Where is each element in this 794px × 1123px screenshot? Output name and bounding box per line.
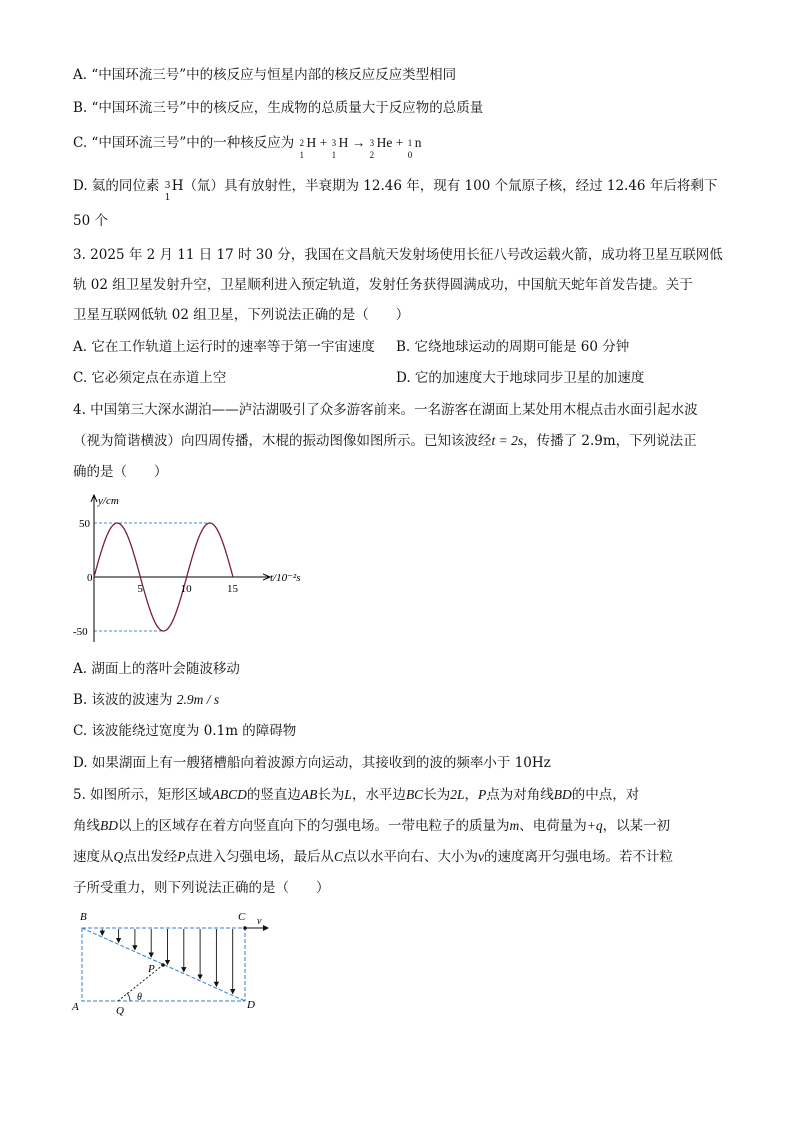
q5-stem-4: 子所受重力，则下列说法正确的是（ ） xyxy=(73,880,330,896)
q5-P: P xyxy=(477,787,487,802)
q5-m: m xyxy=(509,818,520,833)
label-v: v xyxy=(257,916,262,927)
x-tick-label: 5 xyxy=(137,583,143,595)
q4-option-b xyxy=(73,691,219,709)
q4-stem-1: 4. 中国第三大深水湖泊——泸沽湖吸引了众多游客前来。一名游客在湖面上某处用木棍点击水面引起水波 xyxy=(73,402,698,418)
option-b-line: B. “中国环流三号”中的核反应，生成物的总质量大于反应物的总质量 xyxy=(73,100,484,116)
q5-Q: Q xyxy=(113,849,124,864)
q4-time: t = 2s xyxy=(491,433,524,448)
q5-t6: 点为对角线 xyxy=(486,787,554,803)
q5-t5: ， xyxy=(464,787,478,803)
q5-t7: 的中点，对 xyxy=(571,787,640,803)
point-c xyxy=(243,926,247,930)
q5-abcd: ABCD xyxy=(211,787,247,802)
q3-stem-1: 3. 2025 年 2 月 11 日 17 时 30 分，我国在文昌航天发射场使用长征八号改运载火箭，成功将卫星互联网低 xyxy=(73,247,723,263)
q5-t12: 点进入匀强电场，最后从 xyxy=(185,849,334,865)
label-d: D xyxy=(247,999,255,1011)
option-d-line: D. 氦的同位素 3 1 H（氚）具有放射性，半衰期为 12.46 年，现有 100 个氚原子核，经过 12.46 年后将剩下 xyxy=(73,178,718,203)
q5-P2: P xyxy=(177,849,186,864)
option-c-line xyxy=(73,134,422,160)
q4-wave-speed: 2.9m / s xyxy=(176,692,220,707)
q4-stem-2a: （视为简谐横波）向四周传播，木棍的振动图像如图所示。已知该波经 xyxy=(73,433,492,449)
q3-option-b: B. 它绕地球运动的周期可能是 60 分钟 xyxy=(396,339,630,355)
nuclear-reaction-equation: 2 1 H + 3 1 H → 3 2 He + 1 0 n xyxy=(299,135,422,160)
q4-stem-2b: ，传播了 2.9m，下列说法正 xyxy=(523,433,697,449)
q5-bd-2: BD xyxy=(100,818,118,833)
x-axis-label: t/10⁻²s xyxy=(270,572,301,584)
q5-stem-3a: 速度从 xyxy=(73,849,114,865)
q5-stem-1a: 5. 如图所示，矩形区域 xyxy=(73,787,212,803)
label-c: C xyxy=(238,911,246,923)
q5-t14: 的速度离开匀强电场。若不计粒 xyxy=(484,849,674,865)
label-p: P xyxy=(148,963,155,975)
q5-stem-1 xyxy=(73,786,639,804)
vibration-graph xyxy=(70,490,330,645)
q3-stem-3: 卫星互联网低轨 02 组卫星，下列说法正确的是（ ） xyxy=(73,307,410,323)
q3-option-d: D. 它的加速度大于地球同步卫星的加速度 xyxy=(396,370,645,386)
electric-field-diagram xyxy=(68,908,288,1018)
label-theta: θ xyxy=(137,992,142,1003)
label-q: Q xyxy=(116,1005,124,1017)
q5-L: L xyxy=(344,787,352,802)
x-tick-label: 0 xyxy=(87,572,93,584)
point-p xyxy=(161,963,165,967)
y-tick-label: 50 xyxy=(79,518,90,530)
q5-t1: 的竖直边 xyxy=(246,787,301,803)
q5-t10: ，以某一初 xyxy=(602,818,671,834)
q3-option-a: A. 它在工作轨道上运行时的速率等于第一宇宙速度 xyxy=(73,339,375,355)
x-tick-label: 15 xyxy=(227,583,238,595)
q5-t9: 、电荷量为 xyxy=(519,818,587,834)
q5-ab: AB xyxy=(300,787,318,802)
q5-bc: BC xyxy=(405,787,424,802)
field-arrows xyxy=(102,929,232,993)
q4-option-c: C. 该波能绕过宽度为 0.1m 的障碍物 xyxy=(73,723,297,739)
q4-option-d: D. 如果湖面上有一艘猪槽船向着波源方向运动，其接收到的波的频率小于 10Hz xyxy=(73,755,551,771)
option-c-text: C. “中国环流三号”中的一种核反应为 xyxy=(73,135,295,151)
y-axis-label: y/cm xyxy=(98,495,119,507)
option-a-line: A. “中国环流三号”中的核反应与恒星内部的核反应反应类型相同 xyxy=(73,67,457,83)
label-b: B xyxy=(80,911,87,923)
q5-stem-2a: 角线 xyxy=(73,818,100,834)
q5-v: v xyxy=(478,849,485,864)
option-d-text-start: D. 氦的同位素 xyxy=(73,178,160,194)
q5-q: +q xyxy=(586,818,603,833)
q5-t11: 点出发经 xyxy=(123,849,178,865)
q5-t2: 长为 xyxy=(317,787,345,803)
q4-stem-2 xyxy=(73,432,697,450)
q5-t13: 点以水平向右、大小为 xyxy=(343,849,479,865)
q5-t4: 长为 xyxy=(423,787,451,803)
q3-option-c: C. 它必须定点在赤道上空 xyxy=(73,370,227,386)
q4-stem-3: 确的是（ ） xyxy=(73,464,168,480)
q5-t8: 以上的区域存在着方向竖直向下的匀强电场。一带电粒子的质量为 xyxy=(118,818,510,834)
option-d-text-rest: H（氚）具有放射性，半衰期为 12.46 年，现有 100 个氚原子核，经过 12.46 年后将剩下 xyxy=(171,178,718,194)
label-a: A xyxy=(72,1001,79,1013)
x-tick-label: 10 xyxy=(180,583,192,595)
q5-2L: 2L xyxy=(450,787,465,802)
angle-theta-arc xyxy=(127,993,130,1001)
q3-stem-2: 轨 02 组卫星发射升空，卫星顺利进入预定轨道，发射任务获得圆满成功，中国航天蛇年首发告捷。关于 xyxy=(73,277,693,293)
q5-stem-2 xyxy=(73,817,670,835)
y-tick-label: -50 xyxy=(73,626,88,638)
q5-stem-3 xyxy=(73,848,673,866)
q4-option-b-text: B. 该波的波速为 xyxy=(73,692,177,708)
q5-C: C xyxy=(334,849,344,864)
option-d-cont: 50 个 xyxy=(73,213,108,229)
q4-option-a: A. 湖面上的落叶会随波移动 xyxy=(73,661,240,677)
q5-t3: ，水平边 xyxy=(351,787,406,803)
q5-bd: BD xyxy=(553,787,572,802)
